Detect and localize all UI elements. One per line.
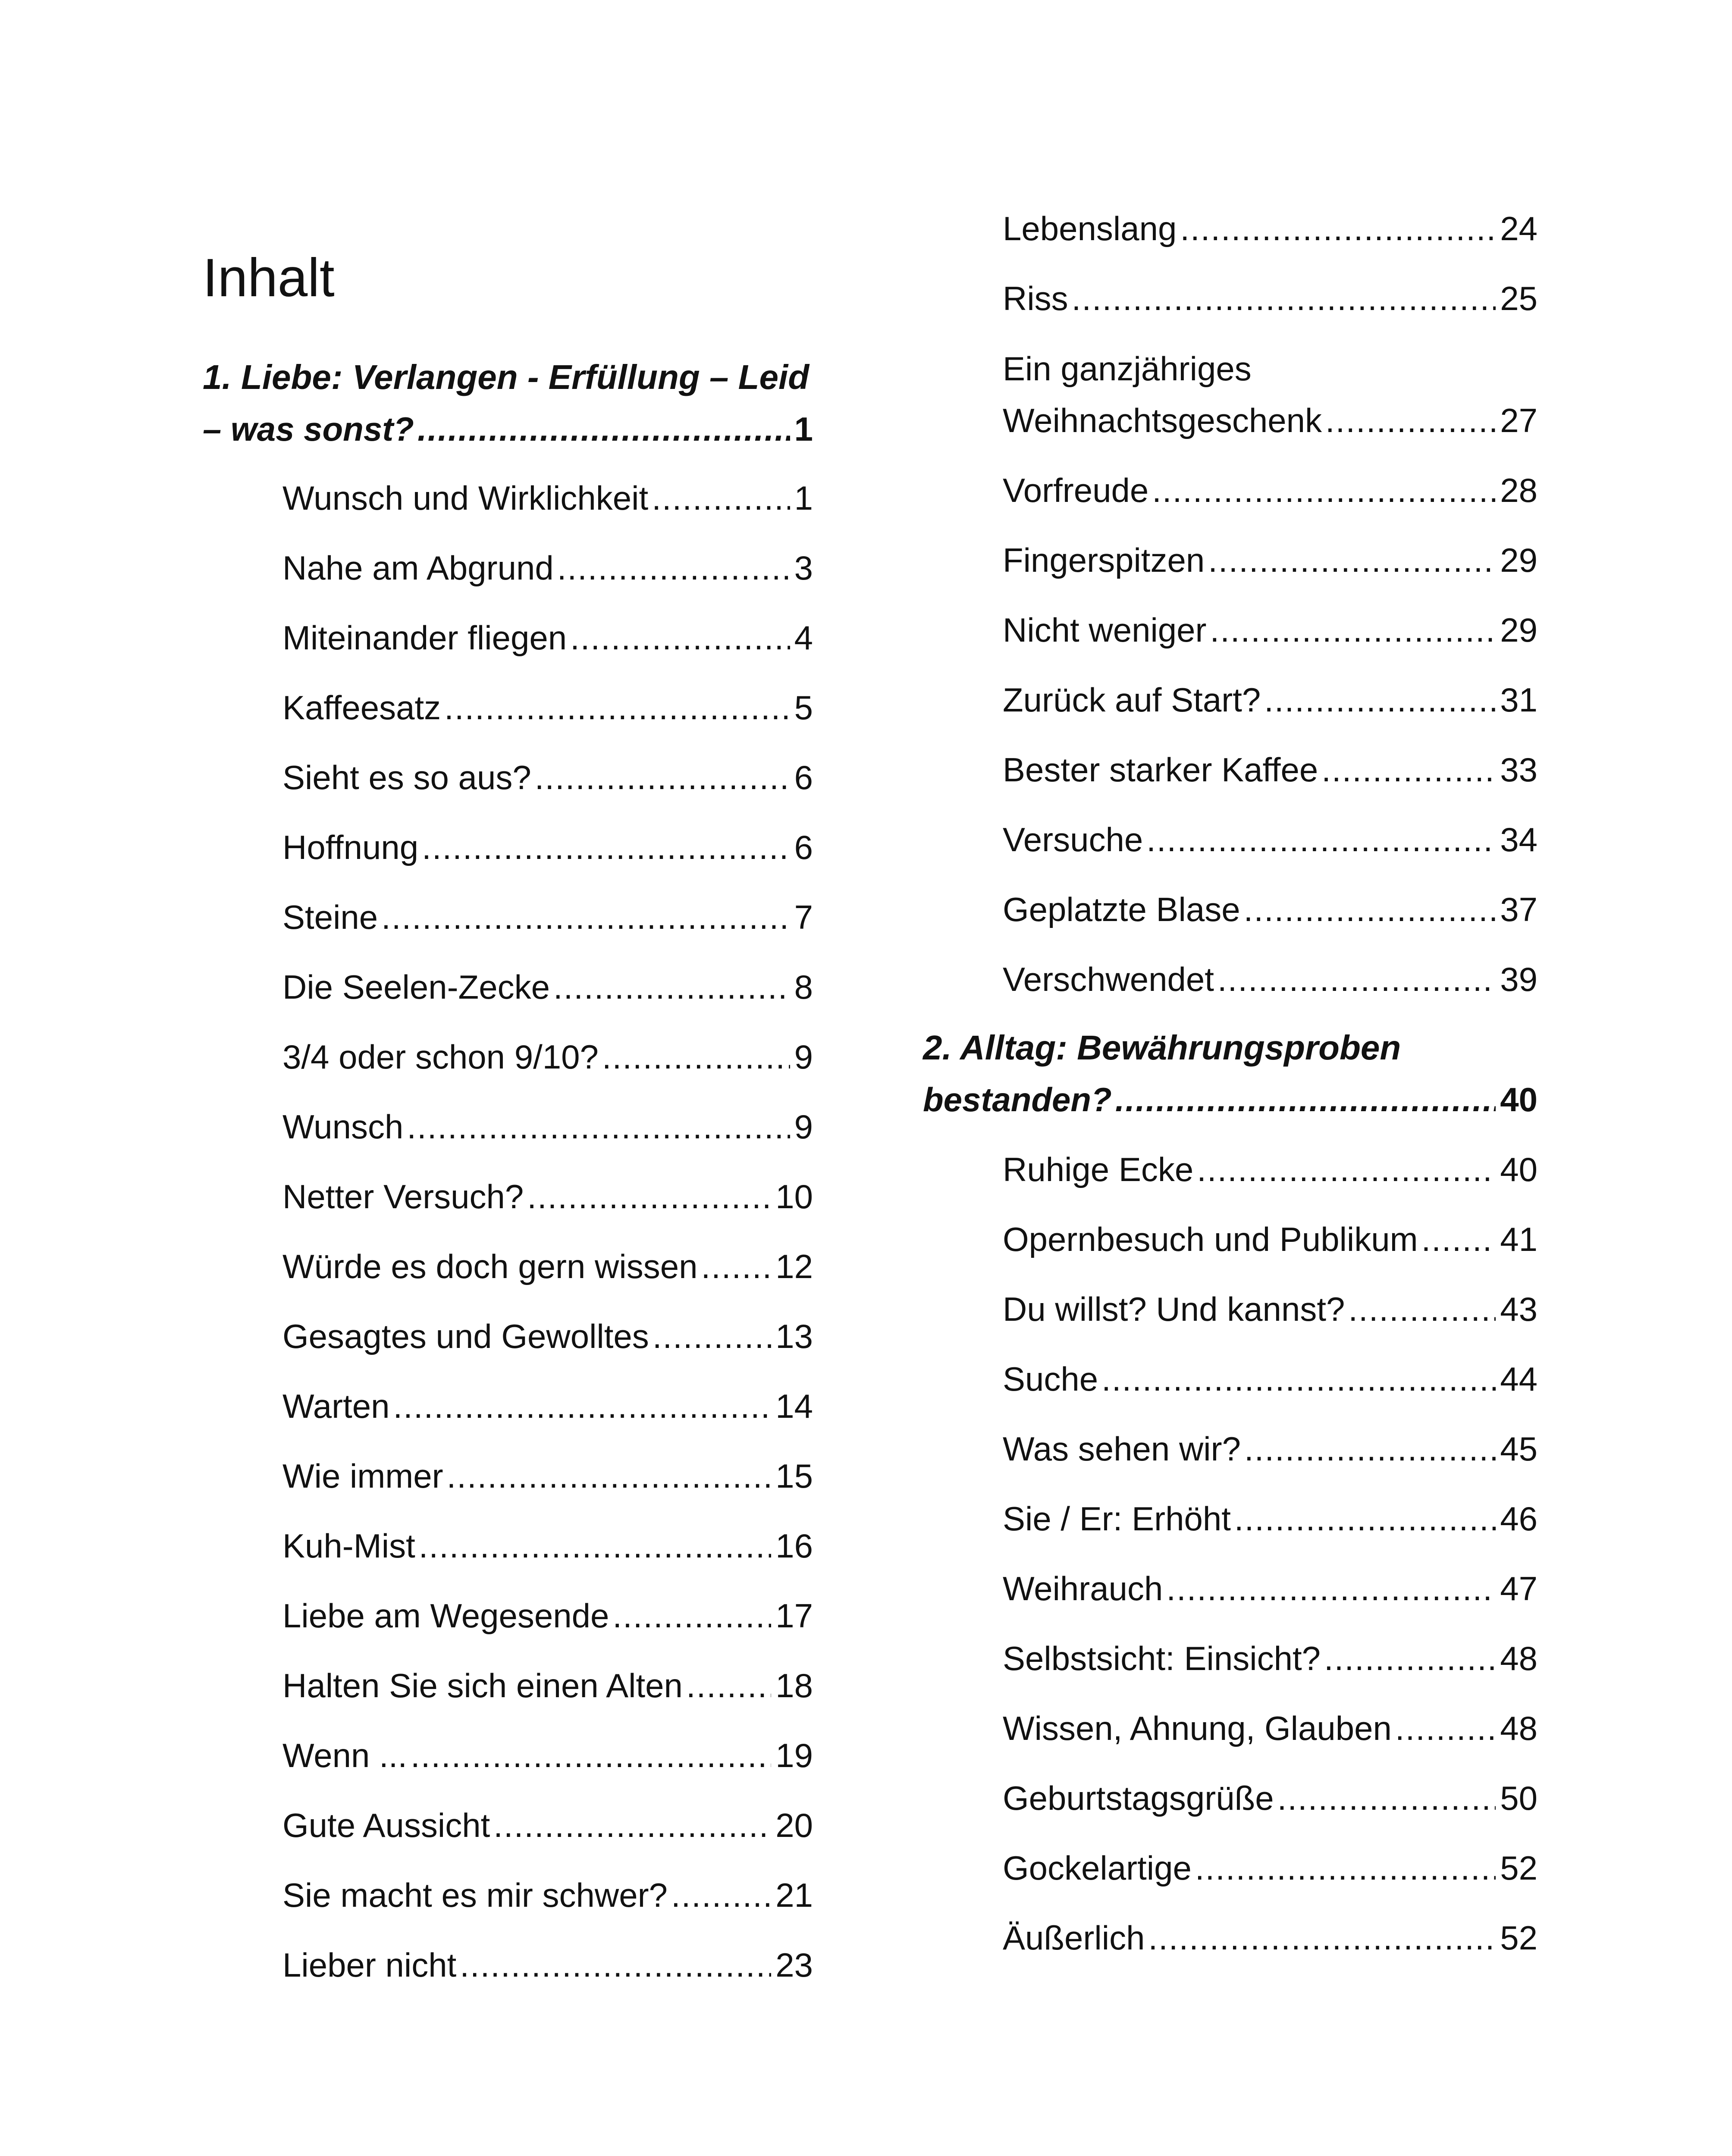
dot-leader [460, 1939, 771, 1991]
toc-entry[interactable] [1003, 203, 1537, 254]
dot-leader [1072, 273, 1496, 324]
toc-entry-title: Miteinander fliegen [282, 619, 567, 657]
toc-entry[interactable] [282, 961, 813, 1013]
dot-leader [493, 1799, 771, 1851]
toc-entry[interactable] [282, 1171, 813, 1222]
dot-leader [1195, 1842, 1496, 1894]
dot-leader [1210, 604, 1496, 656]
toc-entry[interactable] [282, 612, 813, 664]
toc-entry[interactable] [282, 1590, 813, 1642]
toc-entry[interactable] [1003, 1283, 1537, 1335]
toc-entry-title: Du willst? Und kannst? [1003, 1290, 1345, 1328]
dot-leader [393, 1380, 772, 1432]
toc-entry[interactable] [1003, 273, 1537, 324]
section-heading-1[interactable] [203, 403, 813, 455]
toc-entry-title: Gute Aussicht [282, 1806, 490, 1844]
page-number: 50 [1500, 1779, 1537, 1817]
toc-entry-title: Suche [1003, 1360, 1098, 1398]
dot-leader [422, 821, 790, 873]
toc-entry[interactable] [282, 1101, 813, 1153]
page-number: 15 [775, 1457, 813, 1495]
page-number: 3 [794, 549, 813, 587]
toc-entry[interactable] [282, 1520, 813, 1572]
toc-entry-title: Lieber nicht [282, 1946, 457, 1984]
toc-entry-title: Fingerspitzen [1003, 541, 1205, 579]
toc-entry[interactable] [1003, 1563, 1537, 1614]
page-number: 25 [1500, 279, 1537, 317]
toc-entry-title: Weihnachtsgeschenk [1003, 401, 1322, 439]
dot-leader [1152, 464, 1496, 516]
page-number: 33 [1500, 751, 1537, 789]
toc-entry[interactable] [1003, 674, 1537, 726]
dot-leader [671, 1869, 771, 1921]
page-number: 43 [1500, 1290, 1537, 1328]
dot-leader [570, 612, 790, 664]
toc-entry-title: Netter Versuch? [282, 1178, 524, 1216]
toc-entry[interactable] [1003, 464, 1537, 516]
dot-leader [1115, 1074, 1496, 1125]
page-number: 6 [794, 828, 813, 866]
toc-entry-title: Bester starker Kaffee [1003, 751, 1318, 789]
dot-leader [1148, 1912, 1496, 1964]
toc-entry[interactable] [1003, 534, 1537, 586]
dot-leader [1325, 395, 1496, 446]
page-number: 19 [775, 1736, 813, 1774]
toc-entry[interactable] [1003, 814, 1537, 865]
toc-entry[interactable] [1003, 744, 1537, 796]
dot-leader [653, 1310, 771, 1362]
toc-entry-title: Weihrauch [1003, 1570, 1163, 1608]
toc-entry[interactable] [282, 1031, 813, 1083]
toc-entry[interactable] [1003, 1912, 1537, 1964]
dot-leader [1244, 1423, 1496, 1475]
page-number: 21 [775, 1876, 813, 1914]
page-number: 17 [775, 1597, 813, 1635]
toc-entry[interactable] [1003, 1842, 1537, 1894]
dot-leader [444, 682, 790, 733]
toc-entry[interactable] [282, 1450, 813, 1502]
page-number: 34 [1500, 821, 1537, 859]
dot-leader [652, 472, 790, 524]
page-number: 9 [794, 1038, 813, 1076]
dot-leader [447, 1450, 772, 1502]
page-number: 29 [1500, 611, 1537, 649]
toc-entry-title: Geburtstagsgrüße [1003, 1779, 1274, 1817]
dot-leader [557, 542, 790, 594]
page-number: 29 [1500, 541, 1537, 579]
dot-leader [1166, 1563, 1496, 1614]
toc-entry-title: Kuh-Mist [282, 1527, 415, 1565]
page-number: 6 [794, 758, 813, 796]
dot-leader [535, 752, 790, 803]
toc-entry[interactable] [1003, 1423, 1537, 1475]
dot-leader [686, 1660, 771, 1711]
dot-leader [411, 1730, 771, 1781]
toc-entry[interactable] [282, 542, 813, 594]
page-number: 37 [1500, 890, 1537, 928]
page-number: 10 [775, 1178, 813, 1216]
toc-entry-title: 3/4 oder schon 9/10? [282, 1038, 599, 1076]
dot-leader [1324, 1633, 1496, 1684]
page-number: 39 [1500, 960, 1537, 998]
toc-entry-title: Steine [282, 898, 378, 936]
toc-entry-title: Liebe am Wegesende [282, 1597, 609, 1635]
page-number: 40 [1500, 1150, 1537, 1188]
toc-entry[interactable] [282, 752, 813, 803]
toc-entry[interactable] [1003, 1772, 1537, 1824]
toc-entry-title: Riss [1003, 279, 1068, 317]
toc-entry[interactable] [282, 1799, 813, 1851]
dot-leader [612, 1590, 771, 1642]
toc-entry-title: Opernbesuch und Publikum [1003, 1220, 1418, 1258]
page-number: 4 [794, 619, 813, 657]
toc-entry-title: Warten [282, 1387, 390, 1425]
dot-leader [1197, 1144, 1496, 1195]
page-number: 45 [1500, 1430, 1537, 1468]
page-number: 48 [1500, 1709, 1537, 1747]
page-number: 52 [1500, 1849, 1537, 1887]
dot-leader [1321, 744, 1496, 796]
toc-entry[interactable] [1003, 1144, 1537, 1195]
toc-entry-title: Die Seelen-Zecke [282, 968, 550, 1006]
toc-entry-title: Wenn ... [282, 1736, 408, 1774]
toc-entry-title: Äußerlich [1003, 1919, 1145, 1957]
dot-leader [1234, 1493, 1496, 1545]
dot-leader [1180, 203, 1496, 254]
toc-entry-title: Sieht es so aus? [282, 758, 531, 796]
section-title-1-line2: – was sonst? [203, 410, 414, 448]
toc-entry-title: Wunsch [282, 1108, 404, 1146]
toc-entry-title: Nicht weniger [1003, 611, 1207, 649]
toc-entry[interactable] [1003, 1213, 1537, 1265]
toc-entry-title: Gesagtes und Gewolltes [282, 1317, 649, 1355]
page-number: 41 [1500, 1220, 1537, 1258]
toc-entry-title: Halten Sie sich einen Alten [282, 1667, 683, 1705]
toc-entry[interactable] [282, 472, 813, 524]
page-number: 40 [1500, 1081, 1537, 1119]
page-number: 31 [1500, 681, 1537, 719]
page-title: Inhalt [203, 248, 335, 308]
section-heading-2-line1: 2. Alltag: Bewährungsproben [923, 1028, 1401, 1067]
toc-entry[interactable] [282, 1310, 813, 1362]
toc-entry[interactable] [282, 821, 813, 873]
toc-entry-title: Selbstsicht: Einsicht? [1003, 1639, 1321, 1677]
page-number: 47 [1500, 1570, 1537, 1608]
page-number: 44 [1500, 1360, 1537, 1398]
page-number: 20 [775, 1806, 813, 1844]
section-heading-1-line1: 1. Liebe: Verlangen - Erfüllung – Leid [203, 358, 810, 396]
toc-entry[interactable] [1003, 884, 1537, 935]
toc-entry[interactable] [1003, 1633, 1537, 1684]
toc-entry-title: Würde es doch gern wissen [282, 1247, 698, 1285]
page-number: 7 [794, 898, 813, 936]
page-number: 24 [1500, 210, 1537, 248]
toc-entry-title: Wunsch und Wirklichkeit [282, 479, 649, 517]
page-number: 14 [775, 1387, 813, 1425]
page-number: 28 [1500, 471, 1537, 509]
dot-leader [553, 961, 790, 1013]
toc-entry-title: Versuche [1003, 821, 1143, 859]
page-number: 16 [775, 1527, 813, 1565]
dot-leader [1348, 1283, 1496, 1335]
page-number: 8 [794, 968, 813, 1006]
page-number: 1 [794, 479, 813, 517]
toc-entry[interactable] [282, 1869, 813, 1921]
toc-entry-title: Ruhige Ecke [1003, 1150, 1194, 1188]
toc-entry-title: Verschwendet [1003, 960, 1214, 998]
toc-entry-title: Sie macht es mir schwer? [282, 1876, 668, 1914]
page-number: 27 [1500, 401, 1537, 439]
toc-entry[interactable] [1003, 953, 1537, 1005]
toc-entry-title: Lebenslang [1003, 210, 1177, 248]
dot-leader [381, 891, 790, 943]
dot-leader [1217, 953, 1496, 1005]
dot-leader [701, 1241, 771, 1292]
toc-entry-title: Vorfreude [1003, 471, 1149, 509]
dot-leader [1208, 534, 1496, 586]
toc-entry[interactable] [282, 682, 813, 733]
dot-leader [1101, 1353, 1496, 1405]
toc-entry-title: Was sehen wir? [1003, 1430, 1241, 1468]
toc-entry-line1: Ein ganzjähriges [1003, 350, 1252, 388]
dot-leader [417, 403, 790, 455]
toc-entry-title: Sie / Er: Erhöht [1003, 1500, 1231, 1538]
toc-entry[interactable] [282, 1380, 813, 1432]
page-number: 12 [775, 1247, 813, 1285]
page-number: 1 [794, 410, 813, 448]
dot-leader [527, 1171, 771, 1222]
dot-leader [1146, 814, 1496, 865]
dot-leader [407, 1101, 790, 1153]
toc-entry[interactable] [282, 1730, 813, 1781]
toc-entry-title: Gockelartige [1003, 1849, 1192, 1887]
toc-entry[interactable] [282, 891, 813, 943]
toc-entry[interactable] [282, 1241, 813, 1292]
page-number: 23 [775, 1946, 813, 1984]
toc-entry[interactable] [1003, 1702, 1537, 1754]
section-heading-2[interactable] [923, 1074, 1537, 1125]
toc-entry-title: Geplatzte Blase [1003, 890, 1240, 928]
toc-entry-title: Nahe am Abgrund [282, 549, 554, 587]
dot-leader [1277, 1772, 1496, 1824]
page-number: 9 [794, 1108, 813, 1146]
dot-leader [1395, 1702, 1496, 1754]
page-number: 18 [775, 1667, 813, 1705]
dot-leader [602, 1031, 790, 1083]
toc-entry-title: Wie immer [282, 1457, 443, 1495]
toc-entry-title: Zurück auf Start? [1003, 681, 1261, 719]
page-number: 48 [1500, 1639, 1537, 1677]
page-number: 46 [1500, 1500, 1537, 1538]
dot-leader [1421, 1213, 1496, 1265]
page-number: 5 [794, 689, 813, 727]
dot-leader [1244, 884, 1496, 935]
toc-entry[interactable] [1003, 1493, 1537, 1545]
toc-entry-title: Wissen, Ahnung, Glauben [1003, 1709, 1392, 1747]
toc-entry[interactable] [1003, 604, 1537, 656]
page-number: 52 [1500, 1919, 1537, 1957]
toc-entry[interactable] [1003, 395, 1537, 446]
section-title-2-line2: bestanden? [923, 1081, 1112, 1119]
toc-entry[interactable] [282, 1939, 813, 1991]
dot-leader [419, 1520, 772, 1572]
page-number: 13 [775, 1317, 813, 1355]
dot-leader [1264, 674, 1496, 726]
toc-entry[interactable] [1003, 1353, 1537, 1405]
toc-entry[interactable] [282, 1660, 813, 1711]
toc-entry-title: Kaffeesatz [282, 689, 441, 727]
toc-entry-title: Hoffnung [282, 828, 419, 866]
